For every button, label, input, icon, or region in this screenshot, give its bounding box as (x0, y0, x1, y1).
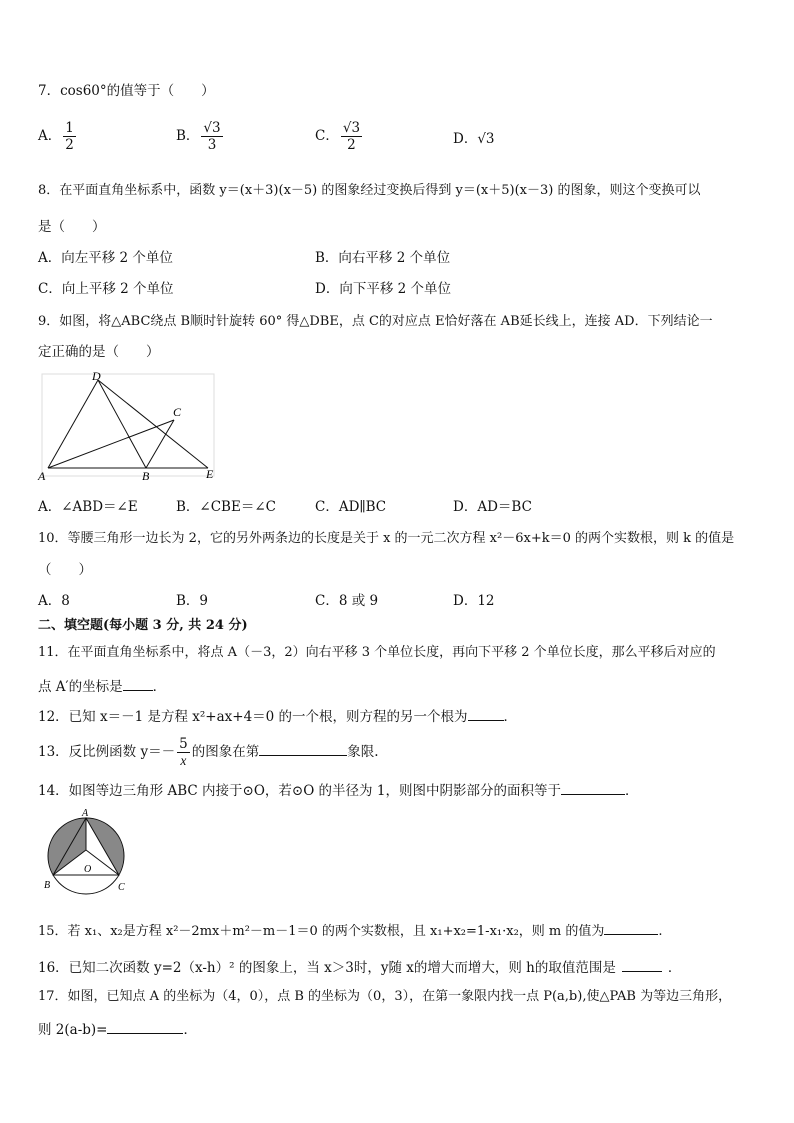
q13-stem: 13．反比例函数 y＝－ $\frac{5}{x}$ 的图象在第 象限. (38, 736, 379, 768)
q12-answer-blank[interactable] (468, 706, 504, 721)
q9-option-a: A．∠ABD＝∠E (38, 499, 138, 515)
q9-label-a: A (38, 469, 46, 483)
q9-figure (36, 368, 221, 483)
q10-stem-line2: （ ） (38, 562, 92, 578)
q17-stem-line1: 17．如图，已知点 A 的坐标为（4，0），点 B 的坐标为（0，3），在第一象限内找一点 P(a,b),使△PAB 为等边三角形， (38, 989, 732, 1004)
q9-label-e: E (206, 467, 214, 481)
q16-stem: 16．已知二次函数 y=2（x-h）² 的图象上，当 x＞3时，y随 x的增大而增大，则 h的取值范围是 ． (38, 957, 681, 977)
q8-stem-line2: 是（ ） (38, 219, 106, 235)
q10-option-a: A．8 (38, 593, 70, 609)
q11-stem-line2: 点 A′的坐标是 ． (38, 676, 166, 696)
q9-option-d: D．AD＝BC (453, 499, 532, 515)
q9-stem-line1: 9．如图，将△ABC绕点 B顺时针旋转 60° 得△DBE，点 C的对应点 E恰好落在 AB延长线上，连接 AD．下列结论一 (38, 314, 713, 329)
q7-option-c: C． $\frac{√3}{2}$ (315, 120, 361, 153)
q10-option-d: D．12 (453, 593, 495, 609)
q7-option-a: A． $\frac{1}{2}$ (38, 120, 74, 153)
q16-answer-blank[interactable] (622, 957, 662, 972)
q14-label-a: A (82, 808, 89, 819)
q9-option-b: B．∠CBE＝∠C (176, 499, 276, 515)
q15-stem: 15．若 x₁、x₂是方程 x²－2mx＋m²－m－1＝0 的两个实数根，且 x₁+x₂=1-x₁·x₂，则 m 的值为 . (38, 920, 663, 941)
q8-option-b: B．向右平移 2 个单位 (315, 250, 451, 266)
q12-stem: 12．已知 x＝－1 是方程 x²+ax+4＝0 的一个根，则方程的另一个根为 ． (38, 706, 517, 726)
section-2-heading: 二、填空题(每小题 3 分, 共 24 分) (38, 618, 248, 633)
q9-label-c: C (173, 405, 182, 419)
q13-answer-blank[interactable] (259, 741, 347, 756)
q14-figure (38, 808, 134, 900)
q14-stem: 14．如图等边三角形 ABC 内接于⊙O，若⊙O 的半径为 1，则图中阴影部分的面积等于 ． (38, 780, 638, 800)
q15-answer-blank[interactable] (604, 920, 658, 935)
q10-option-c: C．8 或 9 (315, 593, 379, 609)
q7-option-d: D．√3 (453, 131, 495, 147)
q14-label-o: O (84, 864, 92, 875)
q7-option-b: B． $\frac{√3}{3}$ (176, 120, 221, 153)
q9-option-c: C．AD∥BC (315, 499, 387, 515)
q10-stem-line1: 10．等腰三角形一边长为 2，它的另外两条边的长度是关于 x 的一元二次方程 x²－6x+k＝0 的两个实数根，则 k 的值是 (38, 531, 735, 546)
q14-label-b: B (44, 880, 51, 891)
q10-option-b: B．9 (176, 593, 209, 609)
q9-label-d: D (92, 369, 101, 383)
q8-option-d: D．向下平移 2 个单位 (315, 281, 451, 297)
q11-stem-line1: 11．在平面直角坐标系中，将点 A（－3，2）向右平移 3 个单位长度，再向下平移 2 个单位长度，那么平移后对应的 (38, 645, 716, 660)
q9-label-b: B (142, 469, 150, 483)
q8-stem-line1: 8．在平面直角坐标系中，函数 y＝(x＋3)(x－5) 的图象经过变换后得到 y＝(x＋5)(x－3) 的图象，则这个变换可以 (38, 183, 701, 198)
q9-stem-line2: 定正确的是（ ） (38, 344, 160, 360)
q17-answer-blank[interactable] (107, 1019, 183, 1034)
q11-answer-blank[interactable] (123, 676, 153, 691)
q17-stem-line2: 则 2(a-b)= ． (38, 1019, 197, 1039)
q8-option-c: C．向上平移 2 个单位 (38, 281, 174, 297)
q8-option-a: A．向左平移 2 个单位 (38, 250, 173, 266)
q14-label-c: C (118, 882, 125, 893)
q14-answer-blank[interactable] (561, 780, 625, 795)
q7-stem: 7．cos60°的值等于（ ） (38, 83, 215, 99)
